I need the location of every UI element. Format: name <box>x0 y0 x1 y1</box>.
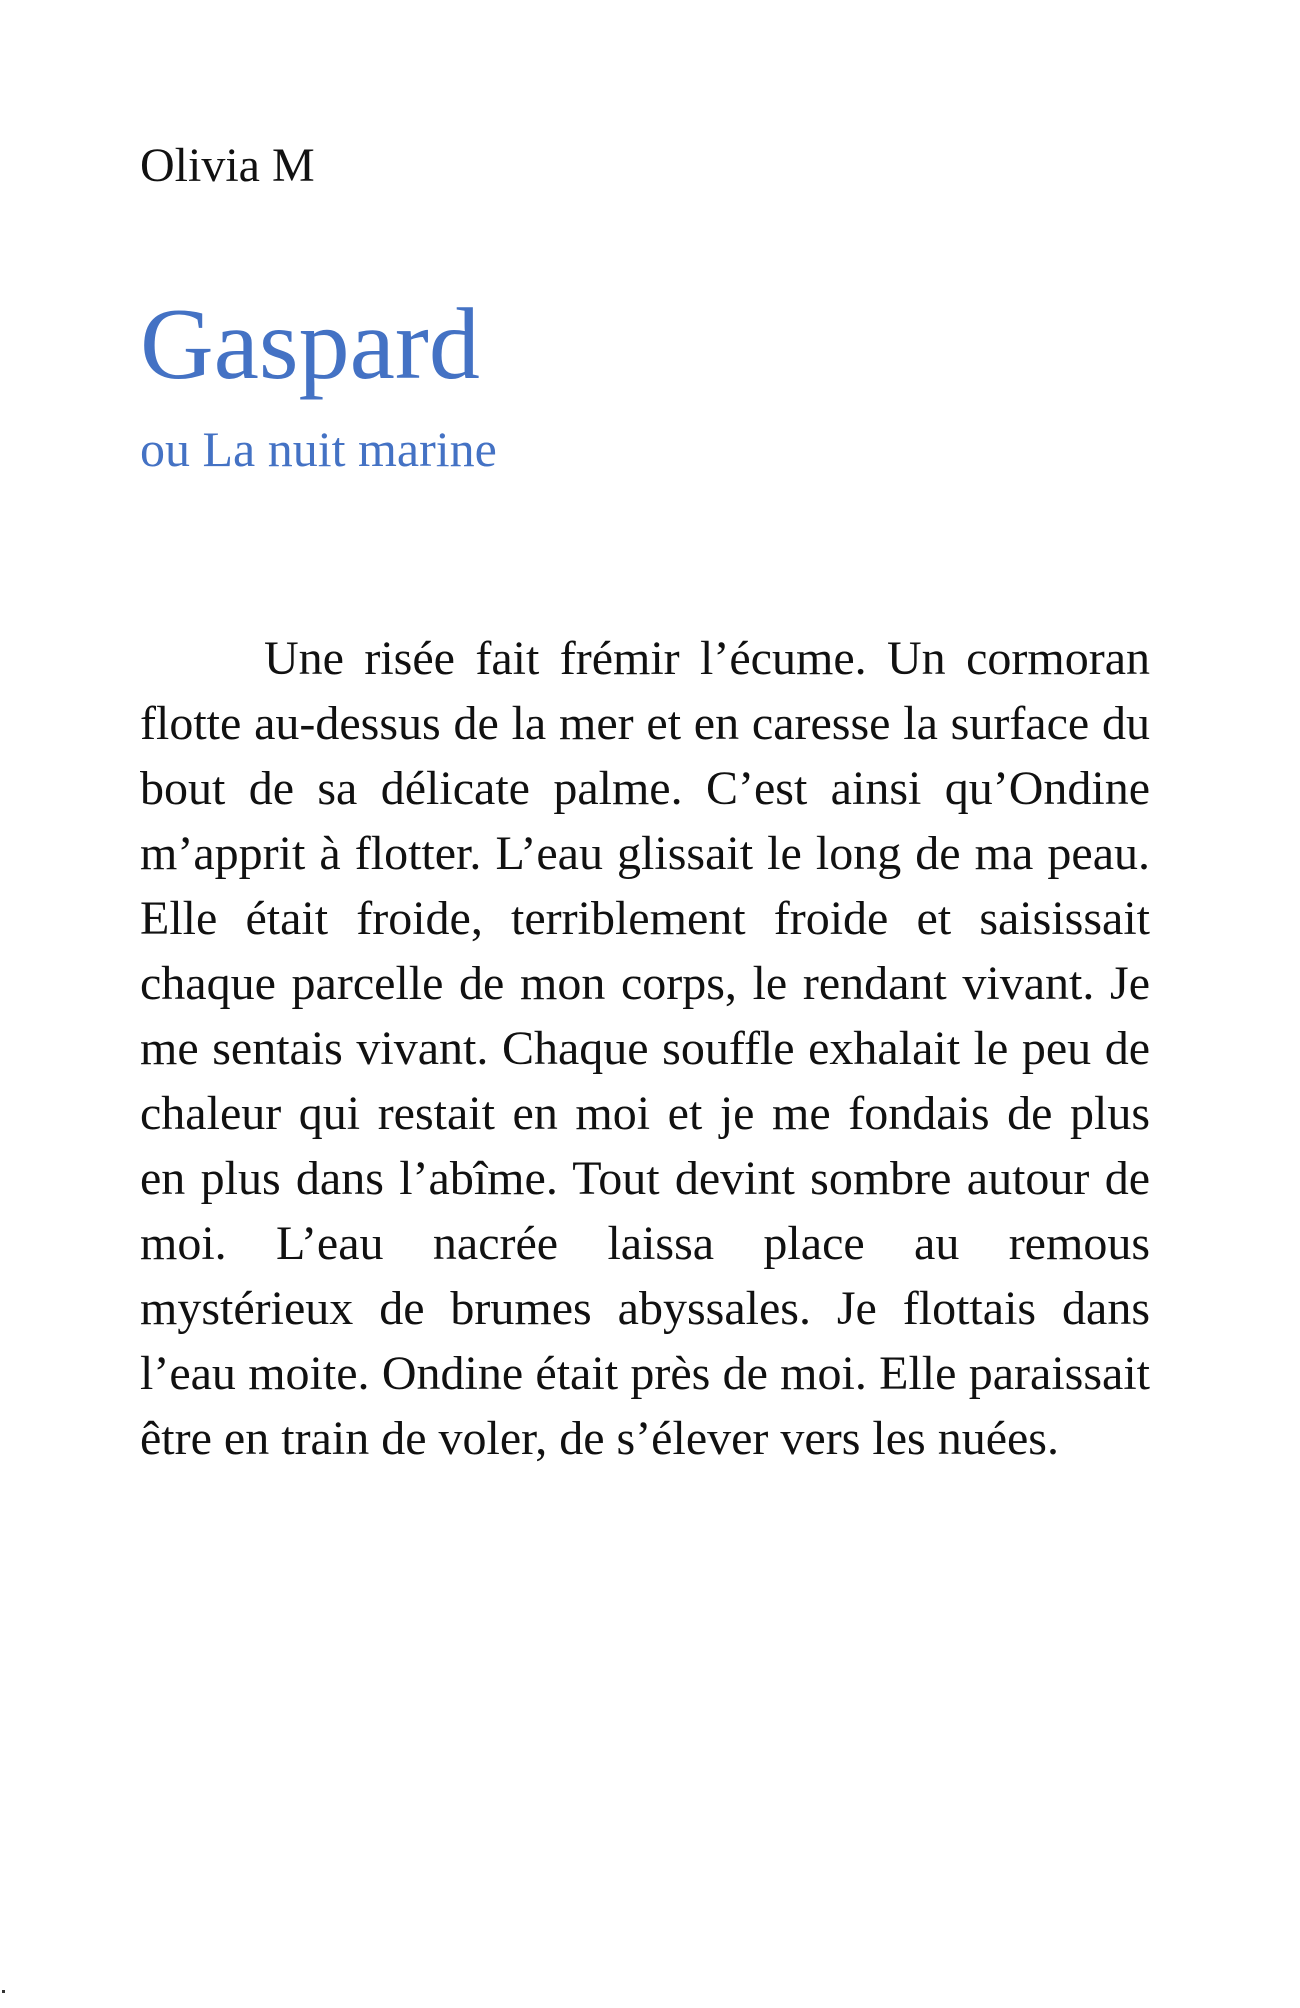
author-name: Olivia M <box>140 139 315 192</box>
book-title: Gaspard <box>140 288 480 401</box>
book-subtitle: ou La nuit marine <box>140 421 497 477</box>
body-paragraph: Une risée fait frémir l’écume. Un cormoran flotte au-dessus de la mer et en caresse la surface du bout de sa délicate palme. C’est ainsi qu’Ondine m’apprit à flotter. L’eau glissait le long de ma peau. Elle était froide, terriblement froide et saisissait chaque parcelle de mon corps, le rendant vivant. Je me sentais vivant. Chaque souffle exhalait le peu de chaleur qui restait en moi et je me fondais de plus en plus dans l’abîme. Tout devint sombre autour de moi. L’eau nacrée laissa place au remous mystérieux de brumes abyssales. Je flottais dans l’eau moite. Ondine était près de moi. Elle paraissait être en train de voler, de s’élever vers les nuées. <box>140 632 1150 1465</box>
page-corner-mark <box>2 1990 5 1993</box>
